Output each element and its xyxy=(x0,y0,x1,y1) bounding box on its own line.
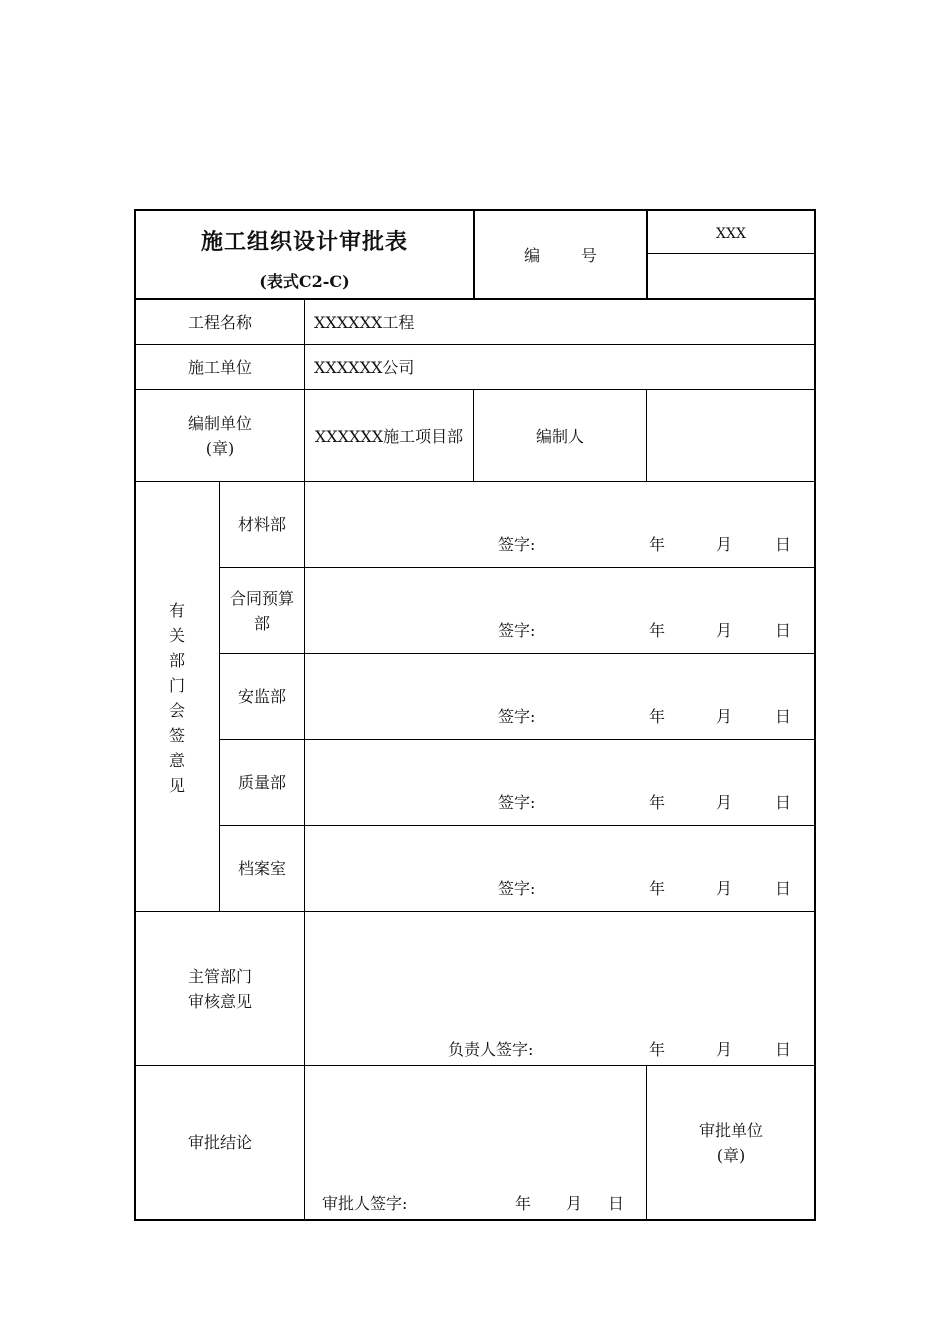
dept-line-2 xyxy=(219,653,816,654)
dept-month-label: 月 xyxy=(716,535,733,554)
dept-group-char: 关 xyxy=(168,626,185,645)
form-title: 施工组织设计审批表 xyxy=(200,229,408,255)
compiling-unit-label: 编制单位 xyxy=(187,414,252,433)
dept-day-label: 日 xyxy=(775,535,792,554)
dept-year-label: 年 xyxy=(649,621,666,640)
dept-group-char: 部 xyxy=(168,651,185,670)
dept-group-char: 会 xyxy=(168,701,185,720)
dept-month-label: 月 xyxy=(716,879,733,898)
approval-unit-label: 审批单位 xyxy=(698,1121,763,1140)
dept-year-label: 年 xyxy=(649,793,666,812)
approval-unit-seal-label: (章) xyxy=(716,1146,746,1165)
supervisor-sign-label: 负责人签字: xyxy=(448,1040,534,1059)
dept-group-char: 门 xyxy=(168,676,185,695)
conclusion-label: 审批结论 xyxy=(187,1133,252,1152)
conclusion-month-label: 月 xyxy=(566,1194,583,1213)
construction-unit-value: XXXXXX公司 xyxy=(314,358,415,377)
dept-line-1 xyxy=(219,567,816,568)
number-value: XXX xyxy=(716,226,746,242)
dept-group-char: 意 xyxy=(168,751,185,770)
dept-name-contract-budget: 合同预算 xyxy=(229,589,294,608)
compiling-unit-seal-label: (章) xyxy=(205,439,235,458)
dept-line-4 xyxy=(219,825,816,826)
dept-sign-label: 签字: xyxy=(498,707,536,726)
dept-name-archives: 档案室 xyxy=(237,859,286,878)
dept-day-label: 日 xyxy=(775,707,792,726)
dept-month-label: 月 xyxy=(716,793,733,812)
author-label: 编制人 xyxy=(535,427,584,446)
supervisor-year-label: 年 xyxy=(649,1040,666,1059)
dept-group-char: 签 xyxy=(168,726,185,745)
row-line-2 xyxy=(134,389,816,390)
approver-sign-label: 审批人签字: xyxy=(322,1194,408,1213)
dept-line-3 xyxy=(219,739,816,740)
dept-name-materials: 材料部 xyxy=(237,515,286,534)
project-name-label: 工程名称 xyxy=(187,313,252,332)
conclusion-year-label: 年 xyxy=(515,1194,532,1213)
row-line-1 xyxy=(134,344,816,345)
row-line-4 xyxy=(134,911,816,912)
dept-day-label: 日 xyxy=(775,621,792,640)
row-line-3 xyxy=(134,481,816,482)
header-bottom-line xyxy=(134,298,816,300)
dept-month-label: 月 xyxy=(716,621,733,640)
dept-year-label: 年 xyxy=(649,535,666,554)
dept-name-safety: 安监部 xyxy=(237,687,286,706)
compiler-divider-2 xyxy=(646,389,647,481)
supervisor-day-label: 日 xyxy=(775,1040,792,1059)
conclusion-day-label: 日 xyxy=(608,1194,625,1213)
number-split-line xyxy=(646,253,816,254)
dept-month-label: 月 xyxy=(716,707,733,726)
dept-name-contract-budget-line2: 部 xyxy=(253,614,270,633)
project-name-value: XXXXXX工程 xyxy=(314,313,415,332)
dept-day-label: 日 xyxy=(775,879,792,898)
dept-year-label: 年 xyxy=(649,707,666,726)
dept-group-label xyxy=(165,598,189,798)
supervisor-label: 主管部门 xyxy=(187,967,252,986)
supervisor-month-label: 月 xyxy=(716,1040,733,1059)
form-code: (表式C2-C) xyxy=(259,272,350,291)
supervisor-label-line2: 审核意见 xyxy=(187,992,252,1011)
dept-sign-label: 签字: xyxy=(498,879,536,898)
dept-sign-label: 签字: xyxy=(498,621,536,640)
dept-group-char: 见 xyxy=(168,776,185,795)
dept-day-label: 日 xyxy=(775,793,792,812)
dept-sign-label: 签字: xyxy=(498,793,536,812)
dept-group-char: 有 xyxy=(168,601,185,620)
number-label: 编 号 xyxy=(524,246,597,265)
dept-sign-label: 签字: xyxy=(498,535,536,554)
dept-name-quality: 质量部 xyxy=(237,773,286,792)
compiling-unit-value: XXXXXX施工项目部 xyxy=(314,427,464,446)
construction-unit-label: 施工单位 xyxy=(187,358,252,377)
row-line-5 xyxy=(134,1065,816,1066)
dept-year-label: 年 xyxy=(649,879,666,898)
